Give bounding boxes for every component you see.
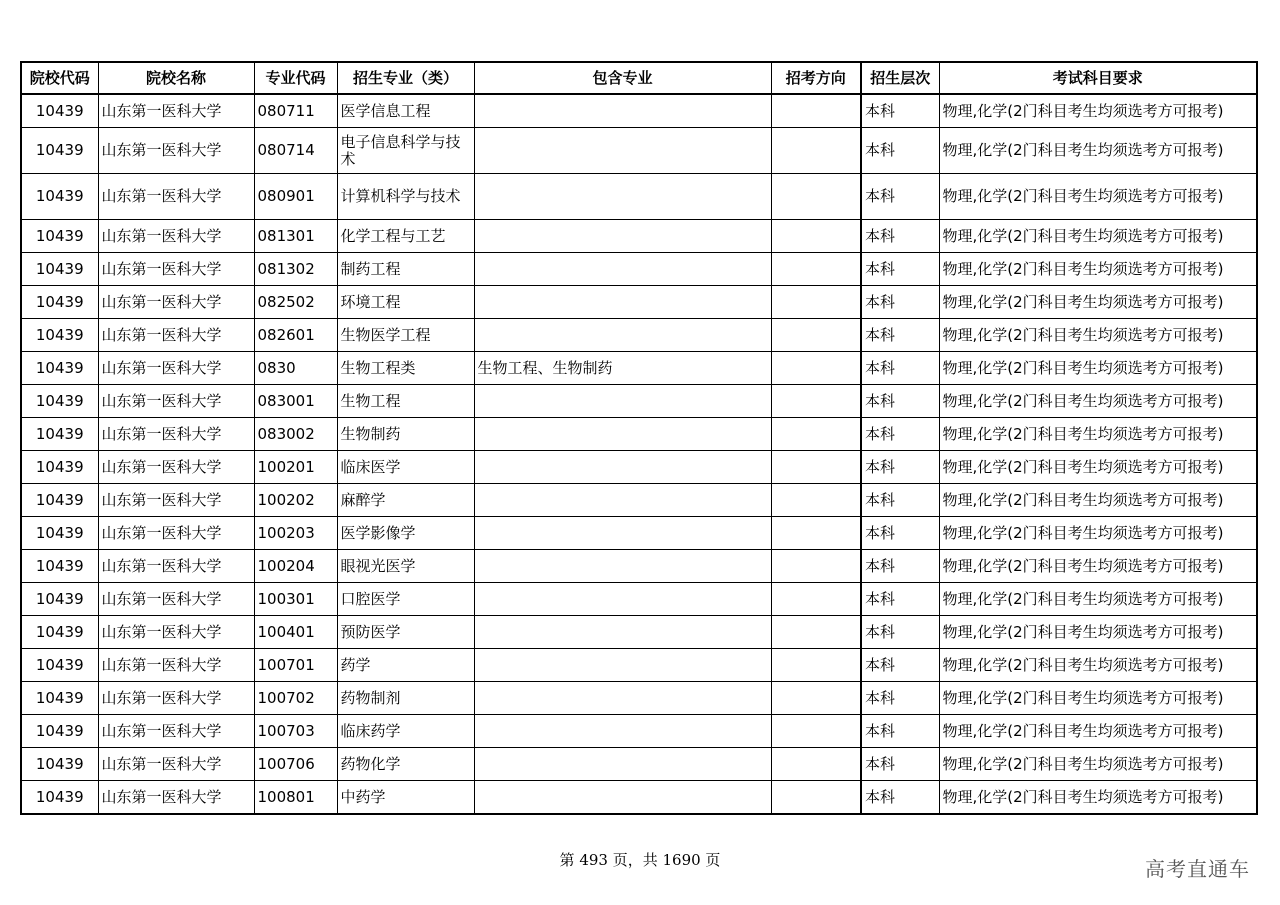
cell-major: 临床医学 xyxy=(337,451,474,484)
cell-requirement: 物理,化学(2门科目考生均须选考方可报考) xyxy=(939,418,1257,451)
cell-school-code: 10439 xyxy=(21,253,98,286)
cell-direction xyxy=(771,451,861,484)
cell-direction xyxy=(771,748,861,781)
cell-requirement: 物理,化学(2门科目考生均须选考方可报考) xyxy=(939,748,1257,781)
cell-school-name: 山东第一医科大学 xyxy=(98,748,254,781)
header-included-majors: 包含专业 xyxy=(474,62,771,94)
cell-major-code: 100401 xyxy=(254,616,337,649)
cell-school-name: 山东第一医科大学 xyxy=(98,616,254,649)
cell-major: 化学工程与工艺 xyxy=(337,220,474,253)
table-row xyxy=(21,715,1257,748)
cell-school-name: 山东第一医科大学 xyxy=(98,781,254,815)
table-row xyxy=(21,94,1257,128)
cell-included-majors xyxy=(474,484,771,517)
table-row xyxy=(21,352,1257,385)
cell-requirement: 物理,化学(2门科目考生均须选考方可报考) xyxy=(939,319,1257,352)
cell-direction xyxy=(771,682,861,715)
cell-requirement: 物理,化学(2门科目考生均须选考方可报考) xyxy=(939,550,1257,583)
cell-school-name: 山东第一医科大学 xyxy=(98,319,254,352)
table-row xyxy=(21,781,1257,815)
cell-direction xyxy=(771,649,861,682)
cell-requirement: 物理,化学(2门科目考生均须选考方可报考) xyxy=(939,616,1257,649)
cell-requirement: 物理,化学(2门科目考生均须选考方可报考) xyxy=(939,174,1257,220)
cell-included-majors xyxy=(474,517,771,550)
cell-major: 生物制药 xyxy=(337,418,474,451)
cell-included-majors xyxy=(474,385,771,418)
header-school-name: 院校名称 xyxy=(98,62,254,94)
cell-included-majors xyxy=(474,319,771,352)
cell-included-majors xyxy=(474,220,771,253)
cell-included-majors xyxy=(474,583,771,616)
cell-major-code: 100701 xyxy=(254,649,337,682)
cell-direction xyxy=(771,781,861,815)
cell-included-majors xyxy=(474,748,771,781)
cell-level: 本科 xyxy=(861,781,939,815)
cell-included-majors xyxy=(474,253,771,286)
cell-level: 本科 xyxy=(861,616,939,649)
cell-major: 药物化学 xyxy=(337,748,474,781)
table-row xyxy=(21,174,1257,220)
cell-school-code: 10439 xyxy=(21,649,98,682)
cell-included-majors: 生物工程、生物制药 xyxy=(474,352,771,385)
cell-direction xyxy=(771,715,861,748)
cell-level: 本科 xyxy=(861,286,939,319)
table-row xyxy=(21,253,1257,286)
table-header xyxy=(21,62,1257,94)
table-row xyxy=(21,583,1257,616)
cell-level: 本科 xyxy=(861,517,939,550)
cell-level: 本科 xyxy=(861,128,939,174)
cell-direction xyxy=(771,352,861,385)
cell-school-code: 10439 xyxy=(21,220,98,253)
cell-school-code: 10439 xyxy=(21,781,98,815)
cell-major-code: 083002 xyxy=(254,418,337,451)
cell-requirement: 物理,化学(2门科目考生均须选考方可报考) xyxy=(939,649,1257,682)
cell-major: 中药学 xyxy=(337,781,474,815)
cell-level: 本科 xyxy=(861,583,939,616)
cell-major-code: 081302 xyxy=(254,253,337,286)
cell-major: 制药工程 xyxy=(337,253,474,286)
cell-school-code: 10439 xyxy=(21,616,98,649)
header-major: 招生专业（类） xyxy=(337,62,474,94)
cell-direction xyxy=(771,385,861,418)
cell-major-code: 081301 xyxy=(254,220,337,253)
cell-school-code: 10439 xyxy=(21,319,98,352)
cell-school-code: 10439 xyxy=(21,517,98,550)
cell-school-name: 山东第一医科大学 xyxy=(98,715,254,748)
cell-major-code: 0830 xyxy=(254,352,337,385)
cell-major-code: 100203 xyxy=(254,517,337,550)
cell-included-majors xyxy=(474,682,771,715)
cell-school-code: 10439 xyxy=(21,583,98,616)
cell-direction xyxy=(771,220,861,253)
cell-included-majors xyxy=(474,649,771,682)
cell-school-name: 山东第一医科大学 xyxy=(98,418,254,451)
cell-requirement: 物理,化学(2门科目考生均须选考方可报考) xyxy=(939,352,1257,385)
cell-level: 本科 xyxy=(861,649,939,682)
cell-major-code: 100301 xyxy=(254,583,337,616)
cell-school-name: 山东第一医科大学 xyxy=(98,682,254,715)
cell-school-code: 10439 xyxy=(21,550,98,583)
cell-direction xyxy=(771,517,861,550)
cell-major-code: 080901 xyxy=(254,174,337,220)
cell-included-majors xyxy=(474,174,771,220)
cell-school-code: 10439 xyxy=(21,286,98,319)
table-row xyxy=(21,484,1257,517)
cell-major-code: 083001 xyxy=(254,385,337,418)
cell-major: 药物制剂 xyxy=(337,682,474,715)
cell-school-name: 山东第一医科大学 xyxy=(98,253,254,286)
cell-level: 本科 xyxy=(861,451,939,484)
cell-major: 生物医学工程 xyxy=(337,319,474,352)
cell-major: 计算机科学与技术 xyxy=(337,174,474,220)
cell-included-majors xyxy=(474,781,771,815)
header-direction: 招考方向 xyxy=(771,62,861,94)
cell-major-code: 100801 xyxy=(254,781,337,815)
cell-major: 生物工程类 xyxy=(337,352,474,385)
cell-included-majors xyxy=(474,451,771,484)
admission-table xyxy=(20,61,1258,815)
cell-school-code: 10439 xyxy=(21,352,98,385)
cell-level: 本科 xyxy=(861,220,939,253)
cell-requirement: 物理,化学(2门科目考生均须选考方可报考) xyxy=(939,517,1257,550)
cell-school-code: 10439 xyxy=(21,682,98,715)
cell-requirement: 物理,化学(2门科目考生均须选考方可报考) xyxy=(939,286,1257,319)
cell-school-name: 山东第一医科大学 xyxy=(98,550,254,583)
cell-major: 预防医学 xyxy=(337,616,474,649)
cell-school-name: 山东第一医科大学 xyxy=(98,286,254,319)
cell-school-code: 10439 xyxy=(21,385,98,418)
cell-major: 医学信息工程 xyxy=(337,94,474,128)
cell-major-code: 100706 xyxy=(254,748,337,781)
cell-requirement: 物理,化学(2门科目考生均须选考方可报考) xyxy=(939,781,1257,815)
cell-major: 眼视光医学 xyxy=(337,550,474,583)
admission-table-container xyxy=(20,61,1258,815)
cell-requirement: 物理,化学(2门科目考生均须选考方可报考) xyxy=(939,385,1257,418)
cell-direction xyxy=(771,319,861,352)
cell-school-code: 10439 xyxy=(21,484,98,517)
cell-school-name: 山东第一医科大学 xyxy=(98,451,254,484)
header-row xyxy=(21,62,1257,94)
cell-included-majors xyxy=(474,94,771,128)
cell-requirement: 物理,化学(2门科目考生均须选考方可报考) xyxy=(939,715,1257,748)
cell-included-majors xyxy=(474,418,771,451)
cell-included-majors xyxy=(474,286,771,319)
cell-level: 本科 xyxy=(861,94,939,128)
cell-level: 本科 xyxy=(861,418,939,451)
header-major-code: 专业代码 xyxy=(254,62,337,94)
cell-school-code: 10439 xyxy=(21,715,98,748)
cell-major: 医学影像学 xyxy=(337,517,474,550)
cell-major: 口腔医学 xyxy=(337,583,474,616)
table-row xyxy=(21,451,1257,484)
cell-requirement: 物理,化学(2门科目考生均须选考方可报考) xyxy=(939,682,1257,715)
table-row xyxy=(21,517,1257,550)
cell-level: 本科 xyxy=(861,352,939,385)
cell-school-name: 山东第一医科大学 xyxy=(98,174,254,220)
cell-requirement: 物理,化学(2门科目考生均须选考方可报考) xyxy=(939,484,1257,517)
cell-requirement: 物理,化学(2门科目考生均须选考方可报考) xyxy=(939,451,1257,484)
cell-school-code: 10439 xyxy=(21,748,98,781)
cell-level: 本科 xyxy=(861,748,939,781)
cell-school-code: 10439 xyxy=(21,451,98,484)
cell-major-code: 100202 xyxy=(254,484,337,517)
table-row xyxy=(21,682,1257,715)
cell-school-name: 山东第一医科大学 xyxy=(98,583,254,616)
cell-level: 本科 xyxy=(861,715,939,748)
cell-requirement: 物理,化学(2门科目考生均须选考方可报考) xyxy=(939,128,1257,174)
header-level: 招生层次 xyxy=(861,62,939,94)
cell-direction xyxy=(771,128,861,174)
cell-direction xyxy=(771,616,861,649)
cell-level: 本科 xyxy=(861,253,939,286)
cell-direction xyxy=(771,484,861,517)
cell-major-code: 100702 xyxy=(254,682,337,715)
cell-direction xyxy=(771,550,861,583)
table-body xyxy=(21,94,1257,814)
watermark: 高考直通车 xyxy=(1145,857,1250,881)
cell-major: 麻醉学 xyxy=(337,484,474,517)
cell-major-code: 082601 xyxy=(254,319,337,352)
cell-major-code: 100204 xyxy=(254,550,337,583)
cell-direction xyxy=(771,253,861,286)
cell-school-code: 10439 xyxy=(21,418,98,451)
cell-school-name: 山东第一医科大学 xyxy=(98,352,254,385)
cell-major-code: 080714 xyxy=(254,128,337,174)
table-row xyxy=(21,550,1257,583)
cell-level: 本科 xyxy=(861,682,939,715)
table-row xyxy=(21,220,1257,253)
cell-school-name: 山东第一医科大学 xyxy=(98,128,254,174)
cell-school-name: 山东第一医科大学 xyxy=(98,220,254,253)
cell-included-majors xyxy=(474,715,771,748)
cell-included-majors xyxy=(474,616,771,649)
cell-major: 临床药学 xyxy=(337,715,474,748)
cell-direction xyxy=(771,583,861,616)
cell-school-code: 10439 xyxy=(21,174,98,220)
cell-direction xyxy=(771,94,861,128)
cell-school-name: 山东第一医科大学 xyxy=(98,649,254,682)
table-row xyxy=(21,748,1257,781)
cell-major: 生物工程 xyxy=(337,385,474,418)
cell-level: 本科 xyxy=(861,484,939,517)
page-number: 第 493 页，共 1690 页 xyxy=(559,851,721,869)
cell-level: 本科 xyxy=(861,174,939,220)
cell-school-name: 山东第一医科大学 xyxy=(98,484,254,517)
cell-requirement: 物理,化学(2门科目考生均须选考方可报考) xyxy=(939,94,1257,128)
cell-included-majors xyxy=(474,550,771,583)
cell-school-name: 山东第一医科大学 xyxy=(98,385,254,418)
cell-major: 药学 xyxy=(337,649,474,682)
cell-direction xyxy=(771,286,861,319)
cell-level: 本科 xyxy=(861,319,939,352)
table-row xyxy=(21,418,1257,451)
table-row xyxy=(21,128,1257,174)
cell-requirement: 物理,化学(2门科目考生均须选考方可报考) xyxy=(939,220,1257,253)
cell-level: 本科 xyxy=(861,550,939,583)
cell-school-name: 山东第一医科大学 xyxy=(98,94,254,128)
cell-included-majors xyxy=(474,128,771,174)
table-row xyxy=(21,286,1257,319)
cell-requirement: 物理,化学(2门科目考生均须选考方可报考) xyxy=(939,253,1257,286)
cell-requirement: 物理,化学(2门科目考生均须选考方可报考) xyxy=(939,583,1257,616)
table-row xyxy=(21,616,1257,649)
table-row xyxy=(21,385,1257,418)
cell-direction xyxy=(771,418,861,451)
cell-level: 本科 xyxy=(861,385,939,418)
cell-major-code: 080711 xyxy=(254,94,337,128)
cell-major-code: 100201 xyxy=(254,451,337,484)
cell-major-code: 082502 xyxy=(254,286,337,319)
cell-school-code: 10439 xyxy=(21,94,98,128)
cell-school-code: 10439 xyxy=(21,128,98,174)
header-requirement: 考试科目要求 xyxy=(939,62,1257,94)
cell-direction xyxy=(771,174,861,220)
header-school-code: 院校代码 xyxy=(21,62,98,94)
cell-major: 环境工程 xyxy=(337,286,474,319)
cell-major: 电子信息科学与技术 xyxy=(337,128,474,174)
cell-major-code: 100703 xyxy=(254,715,337,748)
table-row xyxy=(21,649,1257,682)
cell-school-name: 山东第一医科大学 xyxy=(98,517,254,550)
table-row xyxy=(21,319,1257,352)
